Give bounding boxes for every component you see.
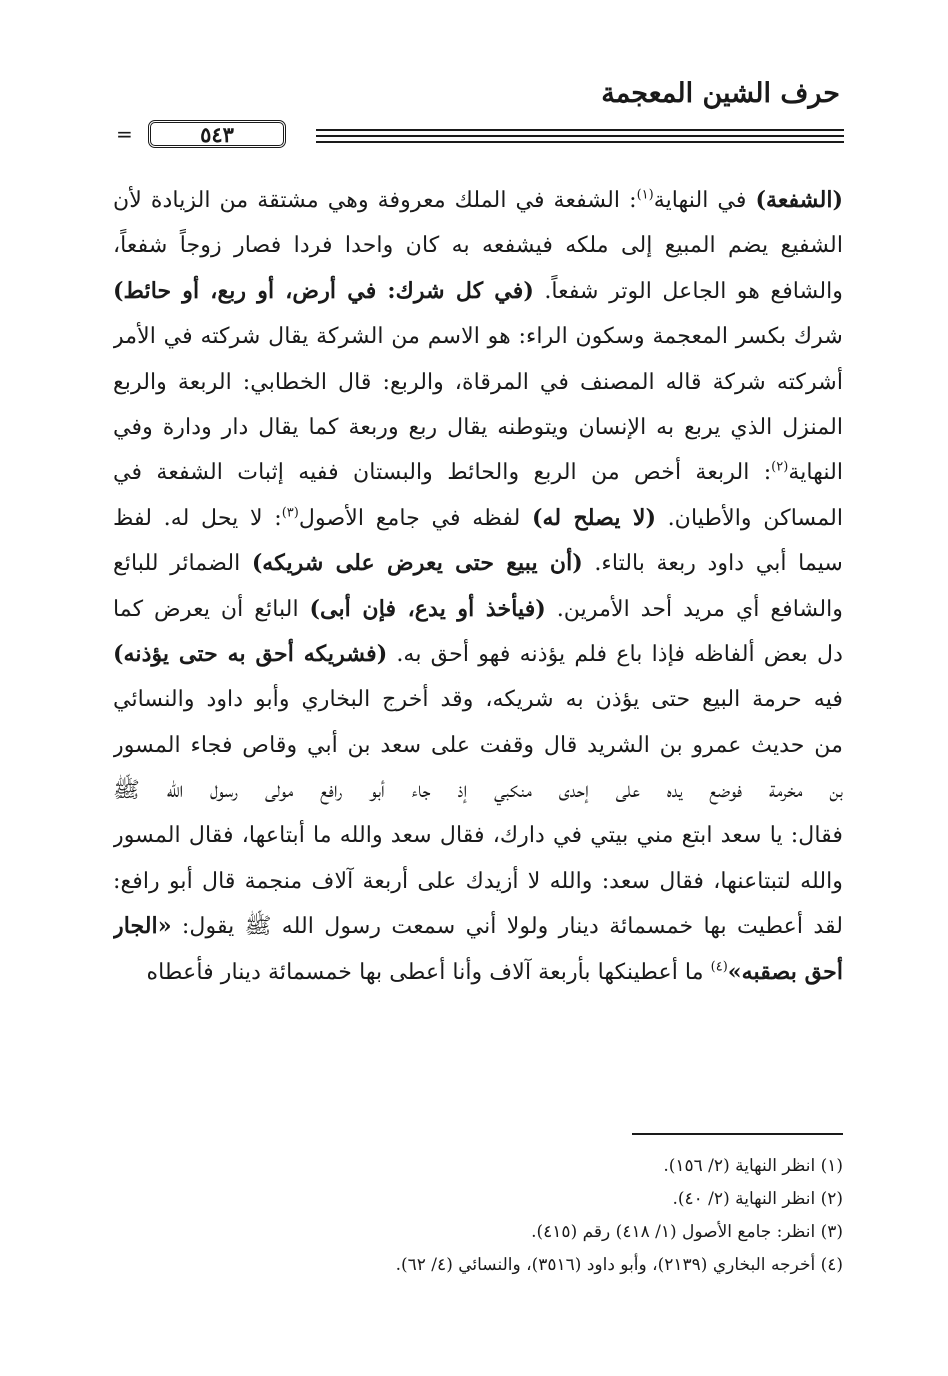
text-run: من حديث عمرو بن الشريد قال وقفت على سعد بن أبي وقاص فجاء المسور (113, 731, 843, 758)
footnote-ref: (٢) (771, 459, 789, 475)
footnote: (٣) انظر: جامع الأصول (١/ ٤١٨) رقم (٤١٥). (531, 1222, 843, 1242)
footnote: (٢) انظر النهاية (٢/ ٤٠). (672, 1189, 843, 1209)
text-line (113, 859, 843, 904)
text-line (113, 314, 843, 359)
bold-phrase: (فيأخذ أو يدع، فإن أبى) (309, 595, 546, 622)
text-line (113, 950, 843, 995)
side-mark: = (116, 122, 133, 146)
footnote: (١) انظر النهاية (٢/ ١٥٦). (663, 1156, 843, 1176)
text-run: ما أعطينكها بأربعة آلاف وأنا أعطى بها خمسمائة دينار فأعطاه (146, 958, 711, 985)
text-run: البائع أن يعرض كما (113, 595, 310, 622)
footnotes (120, 1150, 843, 1282)
text-run: أشركته شركة قاله المصنف في المرقاة، والربع: قال الخطابي: الربعة والربع (113, 368, 843, 395)
rule-line (316, 141, 844, 143)
text-run: الضمائر للبائع (113, 550, 252, 577)
text-line (113, 360, 843, 405)
rule-line (316, 135, 844, 137)
text-line (113, 813, 843, 858)
text-run: سيما أبي داود ربعة بالتاء. (582, 550, 843, 577)
text-line (113, 496, 843, 541)
bold-phrase: (الشفعة) (755, 187, 843, 213)
footnote-ref: (٤) (710, 959, 728, 975)
text-run: فقال: يا سعد ابتع مني بيتي في دارك، فقال سعد والله ما أبتاعها، فقال المسور (113, 822, 843, 849)
text-run: : لا يحل له. لفظ (113, 504, 282, 531)
text-line (113, 768, 843, 813)
text-run: والشافع هو الجاعل الوتر شفعاً. (533, 277, 843, 304)
text-line (113, 405, 843, 450)
text-run: لفظه في جامع الأصول (298, 504, 532, 531)
main-text (113, 178, 843, 995)
text-line (113, 450, 843, 495)
bold-phrase: أحق بصقبه» (727, 958, 843, 985)
bold-phrase: (لا يصلح له) (531, 504, 656, 531)
text-run: المنزل الذي يربع به الإنسان ويتوطنه يقال ربع وربعة كما يقال دار ودارة وفي (113, 413, 843, 440)
text-line (113, 269, 843, 314)
header-rule (116, 120, 844, 150)
bold-phrase: (أن يبيع حتى يعرض على شريكه) (251, 550, 583, 577)
bold-phrase: (فشريكه أحق به حتى يؤذنه) (113, 640, 388, 667)
footnote-ref: (١) (636, 187, 654, 203)
text-run: والله لتبتاعنها، فقال سعد: والله لا أزيدك على أربعة آلاف منجمة قال أبو رافع: (113, 867, 843, 894)
text-run: المساكن والأطيان. (655, 504, 843, 531)
text-run: دل بعض ألفاظه فإذا باع فلم يؤذنه فهو أحق به. (387, 640, 843, 667)
bold-phrase: «الجار (113, 913, 172, 940)
rule-line (316, 129, 844, 131)
text-line (113, 632, 843, 677)
text-line (113, 677, 843, 722)
bold-phrase: (في كل شرك: في أرض، أو ربع، أو حائط) (113, 277, 534, 304)
text-line (113, 223, 843, 268)
text-run: الشفيع يضم المبيع إلى ملكه فيشفعه به كان واحدا فردا فصار زوجاً شفعاً، (113, 232, 843, 259)
footnote-separator (632, 1133, 843, 1135)
text-run: : الشفعة في الملك معروفة وهي مشتقة من الزيادة لأن (113, 187, 637, 213)
page-number: ٥٤٣ (200, 121, 234, 147)
text-line (113, 587, 843, 632)
text-run: شرك بكسر المعجمة وسكون الراء: هو الاسم من الشركة يقال شركته في الأمر (113, 323, 843, 350)
footnote-ref: (٣) (281, 505, 299, 521)
text-run: لقد أعطيت بها خمسمائة دينار ولولا أني سمعت رسول الله ﷺ يقول: (171, 913, 843, 940)
text-line (113, 178, 843, 223)
footnote: (٤) أخرجه البخاري (٢١٣٩)، وأبو داود (٣٥١٦)، والنسائي (٤/ ٦٢). (395, 1255, 843, 1275)
text-run: في النهاية (653, 187, 756, 213)
text-run: والشافع أي مريد أحد الأمرين. (545, 595, 843, 622)
text-line (113, 541, 843, 586)
text-run: بن مخرمة فوضع يده على إحدى منكبي إذ جاء أبو رافع مولى رسول الله ﷺ (113, 777, 843, 804)
text-line (113, 723, 843, 768)
text-run: فيه حرمة البيع حتى يؤذن به شريكه، وقد أخرج البخاري وأبو داود والنسائي (113, 686, 843, 713)
text-line (113, 904, 843, 949)
chapter-title: حرف الشين المعجمة (601, 78, 840, 109)
text-run: : الربعة أخص من الربع والحائط والبستان ففيه إثبات الشفعة في (113, 459, 772, 486)
page-number-box (148, 120, 286, 148)
text-run: النهاية (788, 459, 843, 486)
